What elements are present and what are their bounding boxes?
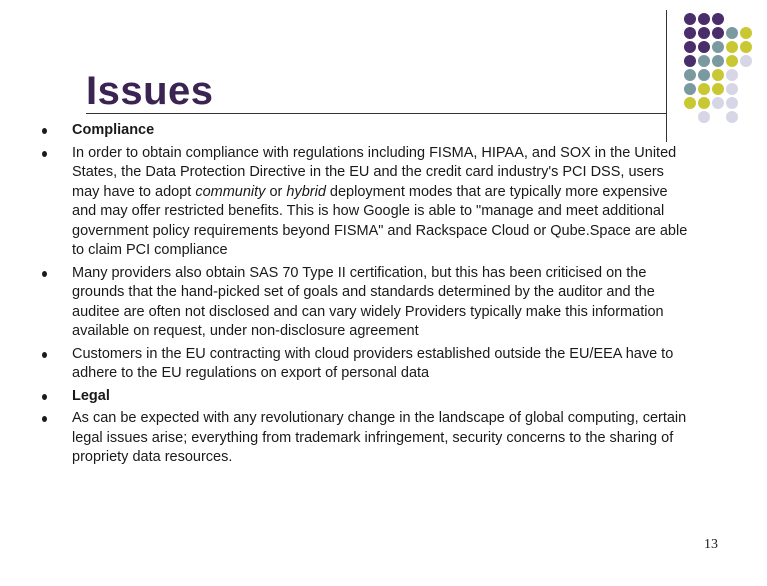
decor-dot bbox=[684, 27, 696, 39]
bullet-text: Customers in the EU contracting with cloud providers established outside the EU/EEA have to adhere to the EU regulations on export of personal data bbox=[72, 345, 674, 381]
list-item-heading bbox=[0, 387, 700, 407]
dot-grid-icon bbox=[680, 10, 760, 125]
decor-dot bbox=[698, 55, 710, 67]
bullet-text: Compliance bbox=[72, 122, 155, 138]
decor-dot bbox=[698, 83, 710, 95]
bullet-text: As can be expected with any revolutionary change in the landscape of global computing, certain legal issues arise; everything from trademark infringement, security concerns to the sharing of propriety data resources. bbox=[72, 410, 687, 465]
decor-dot bbox=[712, 55, 724, 67]
decor-dot bbox=[712, 83, 724, 95]
decor-dot bbox=[684, 55, 696, 67]
bullet-icon bbox=[42, 394, 47, 400]
list-item bbox=[0, 144, 700, 261]
decor-dot bbox=[726, 41, 738, 53]
decor-dot bbox=[712, 69, 724, 81]
bullet-icon bbox=[42, 416, 47, 422]
list-item bbox=[0, 264, 700, 342]
list-item-heading bbox=[0, 121, 700, 141]
decor-dot bbox=[726, 69, 738, 81]
decor-dot bbox=[712, 13, 724, 25]
decor-dot bbox=[726, 55, 738, 67]
decor-dot bbox=[698, 13, 710, 25]
list-item bbox=[0, 345, 700, 384]
slide-title: Issues bbox=[86, 69, 214, 113]
decor-dot bbox=[740, 27, 752, 39]
decor-dot bbox=[698, 27, 710, 39]
decor-dot bbox=[684, 97, 696, 109]
bullet-icon bbox=[42, 151, 47, 157]
decor-dot bbox=[712, 41, 724, 53]
decor-dot bbox=[726, 97, 738, 109]
bullet-text: Legal bbox=[72, 387, 110, 404]
decor-dot bbox=[684, 13, 696, 25]
decor-dot bbox=[684, 41, 696, 53]
bullet-icon bbox=[42, 128, 47, 134]
list-item bbox=[0, 409, 700, 468]
page-number: 13 bbox=[704, 537, 718, 552]
decor-dot bbox=[740, 41, 752, 53]
bullet-icon bbox=[42, 271, 47, 277]
bullet-text: In order to obtain compliance with regulations including FISMA, HIPAA, and SOX in the United States, the Data Protection Directive in the EU and the credit card industry's PCI DSS, users may have to adopt community or hybrid deployment modes that are typically more expensive and may offer restricted benefits. This is how Google is able to "manage and meet additional government policy requirements beyond FISMA" and Rackspace Cloud or Qube.Space are able to claim PCI compliance bbox=[72, 144, 688, 258]
decor-dot bbox=[698, 41, 710, 53]
decor-dot bbox=[712, 27, 724, 39]
decor-dot bbox=[684, 69, 696, 81]
bullet-text: Many providers also obtain SAS 70 Type II certification, but this has been criticised on the grounds that the hand-picked set of goals and standards determined by the auditor and the auditee are often not disclosed and can vary widely Providers typically make this information available on request, under non-disclosure agreement bbox=[72, 264, 664, 339]
decor-dot bbox=[740, 55, 752, 67]
bullet-list bbox=[0, 121, 700, 471]
decor-dot bbox=[712, 97, 724, 109]
bullet-icon bbox=[42, 352, 47, 358]
decor-dot bbox=[726, 27, 738, 39]
decor-dot bbox=[726, 83, 738, 95]
title-underline bbox=[86, 113, 666, 114]
decor-dot bbox=[684, 83, 696, 95]
decor-dot bbox=[726, 111, 738, 123]
decor-dot bbox=[698, 97, 710, 109]
decor-dot bbox=[698, 69, 710, 81]
